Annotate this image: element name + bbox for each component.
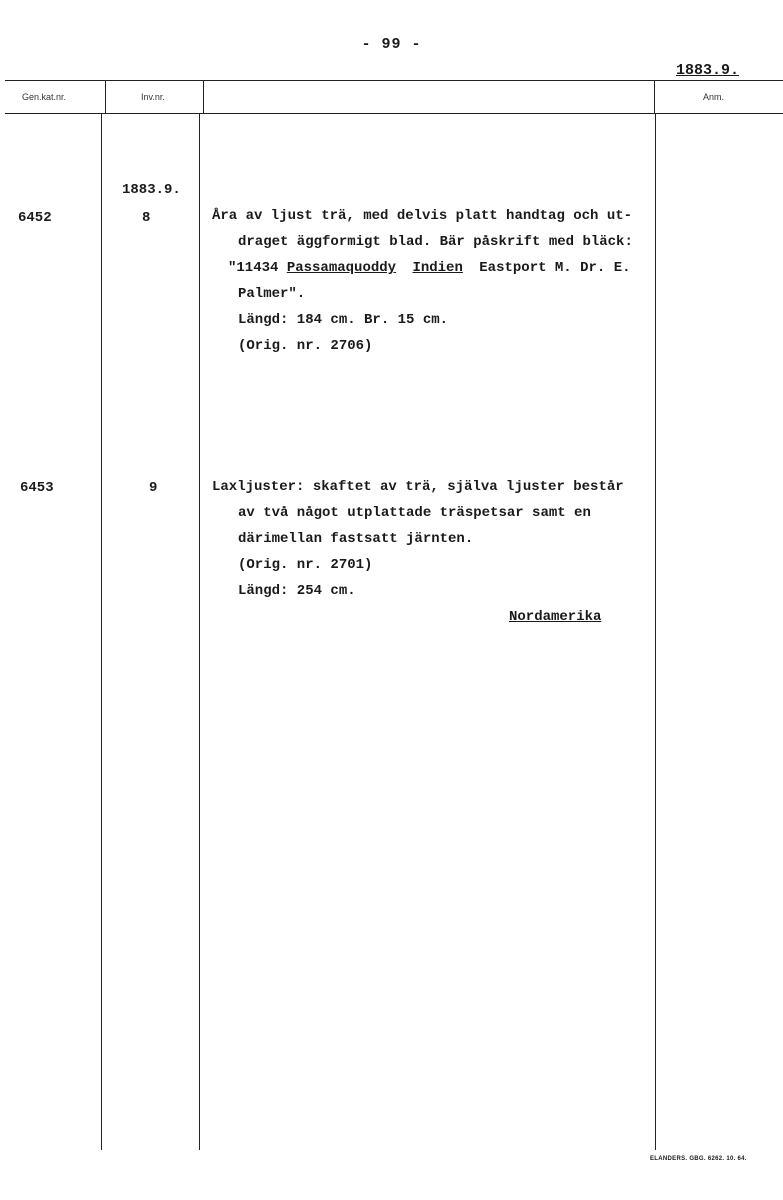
description-line [228, 260, 631, 276]
dimensions: Längd: 184 cm. Br. 15 cm. [238, 312, 449, 328]
header-bottom-rule [5, 113, 783, 114]
original-number: (Orig. nr. 2706) [238, 338, 373, 354]
batch-number: 1883.9. [122, 182, 181, 198]
column-divider [655, 113, 656, 1150]
header-gen-kat-nr: Gen.kat.nr. [22, 92, 67, 102]
column-divider [105, 80, 106, 114]
header-inv-nr: Inv.nr. [141, 92, 165, 102]
printer-mark: ELANDERS. GBG. 6262. 10. 64. [650, 1156, 747, 1162]
tribe-name: Passamaquoddy [286, 260, 397, 276]
description-line: draget äggformigt blad. Bär påskrift med bläck: [238, 234, 633, 250]
description-line: av två något utplattade träspetsar samt en [238, 505, 591, 521]
original-number: (Orig. nr. 2701) [238, 557, 373, 573]
region-label: Nordamerika [509, 609, 602, 625]
inscription-rest: Eastport M. Dr. E. [479, 260, 631, 276]
dimensions: Längd: 254 cm. [238, 583, 356, 599]
people-name: Indien [412, 260, 463, 276]
inv-nr: 8 [142, 210, 151, 226]
header-top-rule [5, 80, 783, 81]
gen-kat-nr: 6453 [20, 480, 54, 496]
column-divider [199, 113, 200, 1150]
year-stamp: 1883.9. [676, 62, 740, 79]
column-divider [654, 80, 655, 114]
description-line: Åra av ljust trä, med delvis platt handtag och ut- [212, 208, 633, 224]
inscription-number: "11434 [228, 260, 279, 276]
gen-kat-nr: 6452 [18, 210, 52, 226]
column-divider [203, 80, 204, 114]
page-number: - 99 - [361, 36, 422, 53]
description-line: Palmer". [238, 286, 306, 302]
inv-nr: 9 [149, 480, 158, 496]
description-line: Laxljuster: skaftet av trä, själva ljuster består [212, 479, 624, 495]
description-line: därimellan fastsatt järnten. [238, 531, 474, 547]
column-divider [101, 113, 102, 1150]
header-anm: Anm. [703, 92, 725, 102]
